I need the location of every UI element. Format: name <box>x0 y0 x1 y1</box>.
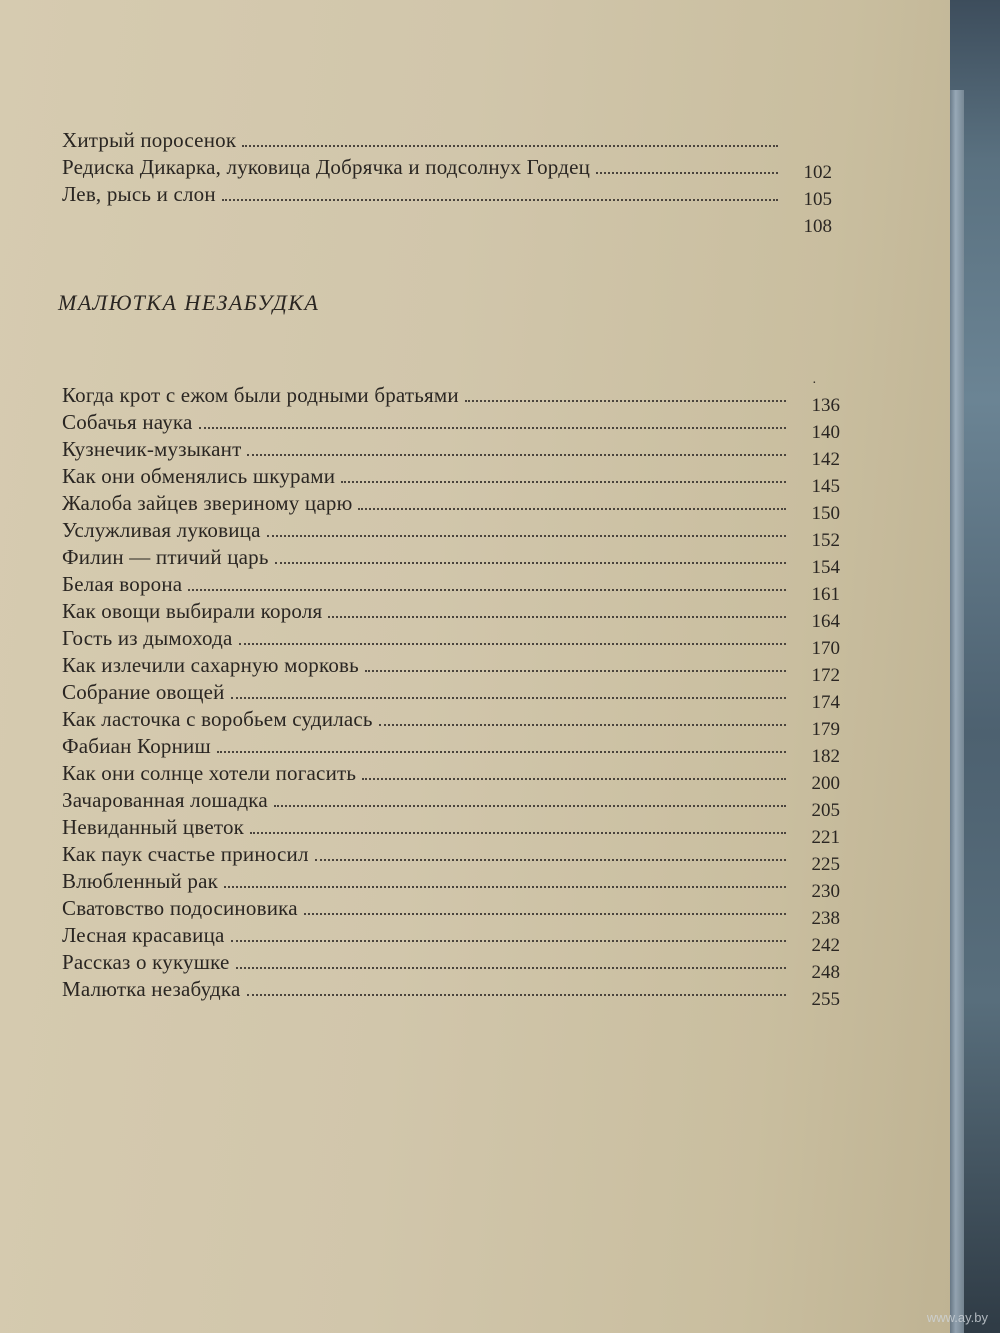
toc-entry <box>62 977 792 1002</box>
toc-page-number: 154 <box>811 557 840 578</box>
toc-entry <box>62 437 792 462</box>
dot-leader <box>275 562 786 564</box>
dot-leader <box>222 199 778 201</box>
watermark: www.ay.by <box>926 1310 988 1325</box>
toc-page-number: 255 <box>811 989 840 1010</box>
toc-page-number: 230 <box>811 881 840 902</box>
dot-leader <box>315 859 786 861</box>
dot-leader <box>236 967 786 969</box>
toc-entry-title: Когда крот с ежом были родными братьями <box>62 383 459 407</box>
toc-entry <box>62 896 792 921</box>
toc-page-number: 179 <box>811 719 840 740</box>
toc-entry-title: Рассказ о кукушке <box>62 950 230 974</box>
dot-leader <box>188 589 786 591</box>
dot-leader <box>231 697 786 699</box>
toc-page-number: 150 <box>811 503 840 524</box>
dot-leader <box>267 535 786 537</box>
dot-leader <box>358 508 786 510</box>
toc-entry-title: Филин — птичий царь <box>62 545 269 569</box>
dot-leader <box>239 643 787 645</box>
toc-entry <box>62 680 792 705</box>
toc-entry-title: Редиска Дикарка, луковица Добрячка и подсолнух Гордец <box>62 155 591 179</box>
toc-page-number: 225 <box>811 854 840 875</box>
toc-entry-title: Как ласточка с воробьем судилась <box>62 707 373 731</box>
toc-entry <box>62 761 792 786</box>
toc-entry-title: Фабиан Корниш <box>62 734 211 758</box>
toc-page-number: 200 <box>811 773 840 794</box>
toc-page-number: 105 <box>803 189 832 210</box>
toc-entry-title: Малютка незабудка <box>62 977 241 1001</box>
toc-entry-title: Влюбленный рак <box>62 869 219 893</box>
toc-page-number: 174 <box>811 692 840 713</box>
dot-leader <box>304 913 786 915</box>
toc-page-number: 164 <box>811 611 840 632</box>
dot-leader <box>274 805 786 807</box>
toc-entry <box>62 626 792 651</box>
toc-entry <box>62 842 792 867</box>
cover-edge <box>950 90 964 1333</box>
toc-entry-title: Лев, рысь и слон <box>62 182 216 206</box>
dot-leader <box>365 670 786 672</box>
toc-entry <box>62 815 792 840</box>
toc-page-number: 238 <box>811 908 840 929</box>
dot-leader <box>224 886 786 888</box>
toc-page-number: 248 <box>811 962 840 983</box>
toc-entry <box>62 545 792 570</box>
dot-leader <box>242 145 778 147</box>
toc-entry <box>62 950 792 975</box>
toc-entry <box>62 707 792 732</box>
toc-page-number: 152 <box>811 530 840 551</box>
toc-page-number: 205 <box>811 800 840 821</box>
toc-entry-title: Сватовство подосиновика <box>62 896 298 920</box>
toc-entry <box>62 572 792 597</box>
stray-mark: · <box>812 376 817 391</box>
toc-entry <box>62 155 784 180</box>
dot-leader <box>379 724 786 726</box>
toc-entry-title: Жалоба зайцев звериному царю <box>62 491 353 515</box>
toc-entry <box>62 518 792 543</box>
toc-entry <box>62 734 792 759</box>
toc-entry <box>62 182 784 207</box>
toc-page-number: 140 <box>811 422 840 443</box>
toc-entry <box>62 788 792 813</box>
toc-entry <box>62 491 792 516</box>
toc-entry <box>62 128 784 153</box>
dot-leader <box>231 940 786 942</box>
toc-entry-title: Собрание овощей <box>62 680 225 704</box>
toc-entry-title: Как овощи выбирали короля <box>62 599 323 623</box>
toc-entry <box>62 869 792 894</box>
toc-page-number: 142 <box>811 449 840 470</box>
toc-page-number: 221 <box>811 827 840 848</box>
dot-leader <box>250 832 786 834</box>
toc-entry-title: Хитрый поросенок <box>62 128 237 152</box>
toc-page-number: 170 <box>811 638 840 659</box>
toc-entry-title: Как они солнце хотели погасить <box>62 761 357 785</box>
toc-page-number: 136 <box>811 395 840 416</box>
toc-entry <box>62 599 792 624</box>
dot-leader <box>217 751 786 753</box>
toc-entry <box>62 464 792 489</box>
toc-entry-title: Зачарованная лошадка <box>62 788 268 812</box>
dot-leader <box>341 481 786 483</box>
toc-entry-title: Кузнечик-музыкант <box>62 437 242 461</box>
toc-entry <box>62 383 792 408</box>
dot-leader <box>596 172 778 174</box>
dot-leader <box>465 400 786 402</box>
dot-leader <box>247 994 787 996</box>
dot-leader <box>247 454 786 456</box>
toc-page-number: 242 <box>811 935 840 956</box>
toc-entry-title: Невиданный цветок <box>62 815 245 839</box>
toc-page-number: 108 <box>803 216 832 237</box>
toc-page-number: 172 <box>811 665 840 686</box>
toc-page-number: 102 <box>803 162 832 183</box>
toc-entry-title: Белая ворона <box>62 572 183 596</box>
toc-entry <box>62 653 792 678</box>
toc-entry <box>62 410 792 435</box>
toc-entry-title: Лесная красавица <box>62 923 225 947</box>
toc-entry-title: Гость из дымохода <box>62 626 233 650</box>
toc-page-number: 182 <box>811 746 840 767</box>
toc-entry-title: Услужливая луковица <box>62 518 261 542</box>
toc-entry-title: Как они обменялись шкурами <box>62 464 336 488</box>
toc-entry <box>62 923 792 948</box>
toc-page-number: 145 <box>811 476 840 497</box>
toc-entry-title: Собачья наука <box>62 410 193 434</box>
dot-leader <box>362 778 786 780</box>
dot-leader <box>328 616 786 618</box>
section-title: МАЛЮТКА НЕЗАБУДКА <box>58 290 320 315</box>
dot-leader <box>199 427 786 429</box>
toc-page-number: 161 <box>811 584 840 605</box>
toc-entry-title: Как паук счастье приносил <box>62 842 309 866</box>
toc-entry-title: Как излечили сахарную морковь <box>62 653 359 677</box>
